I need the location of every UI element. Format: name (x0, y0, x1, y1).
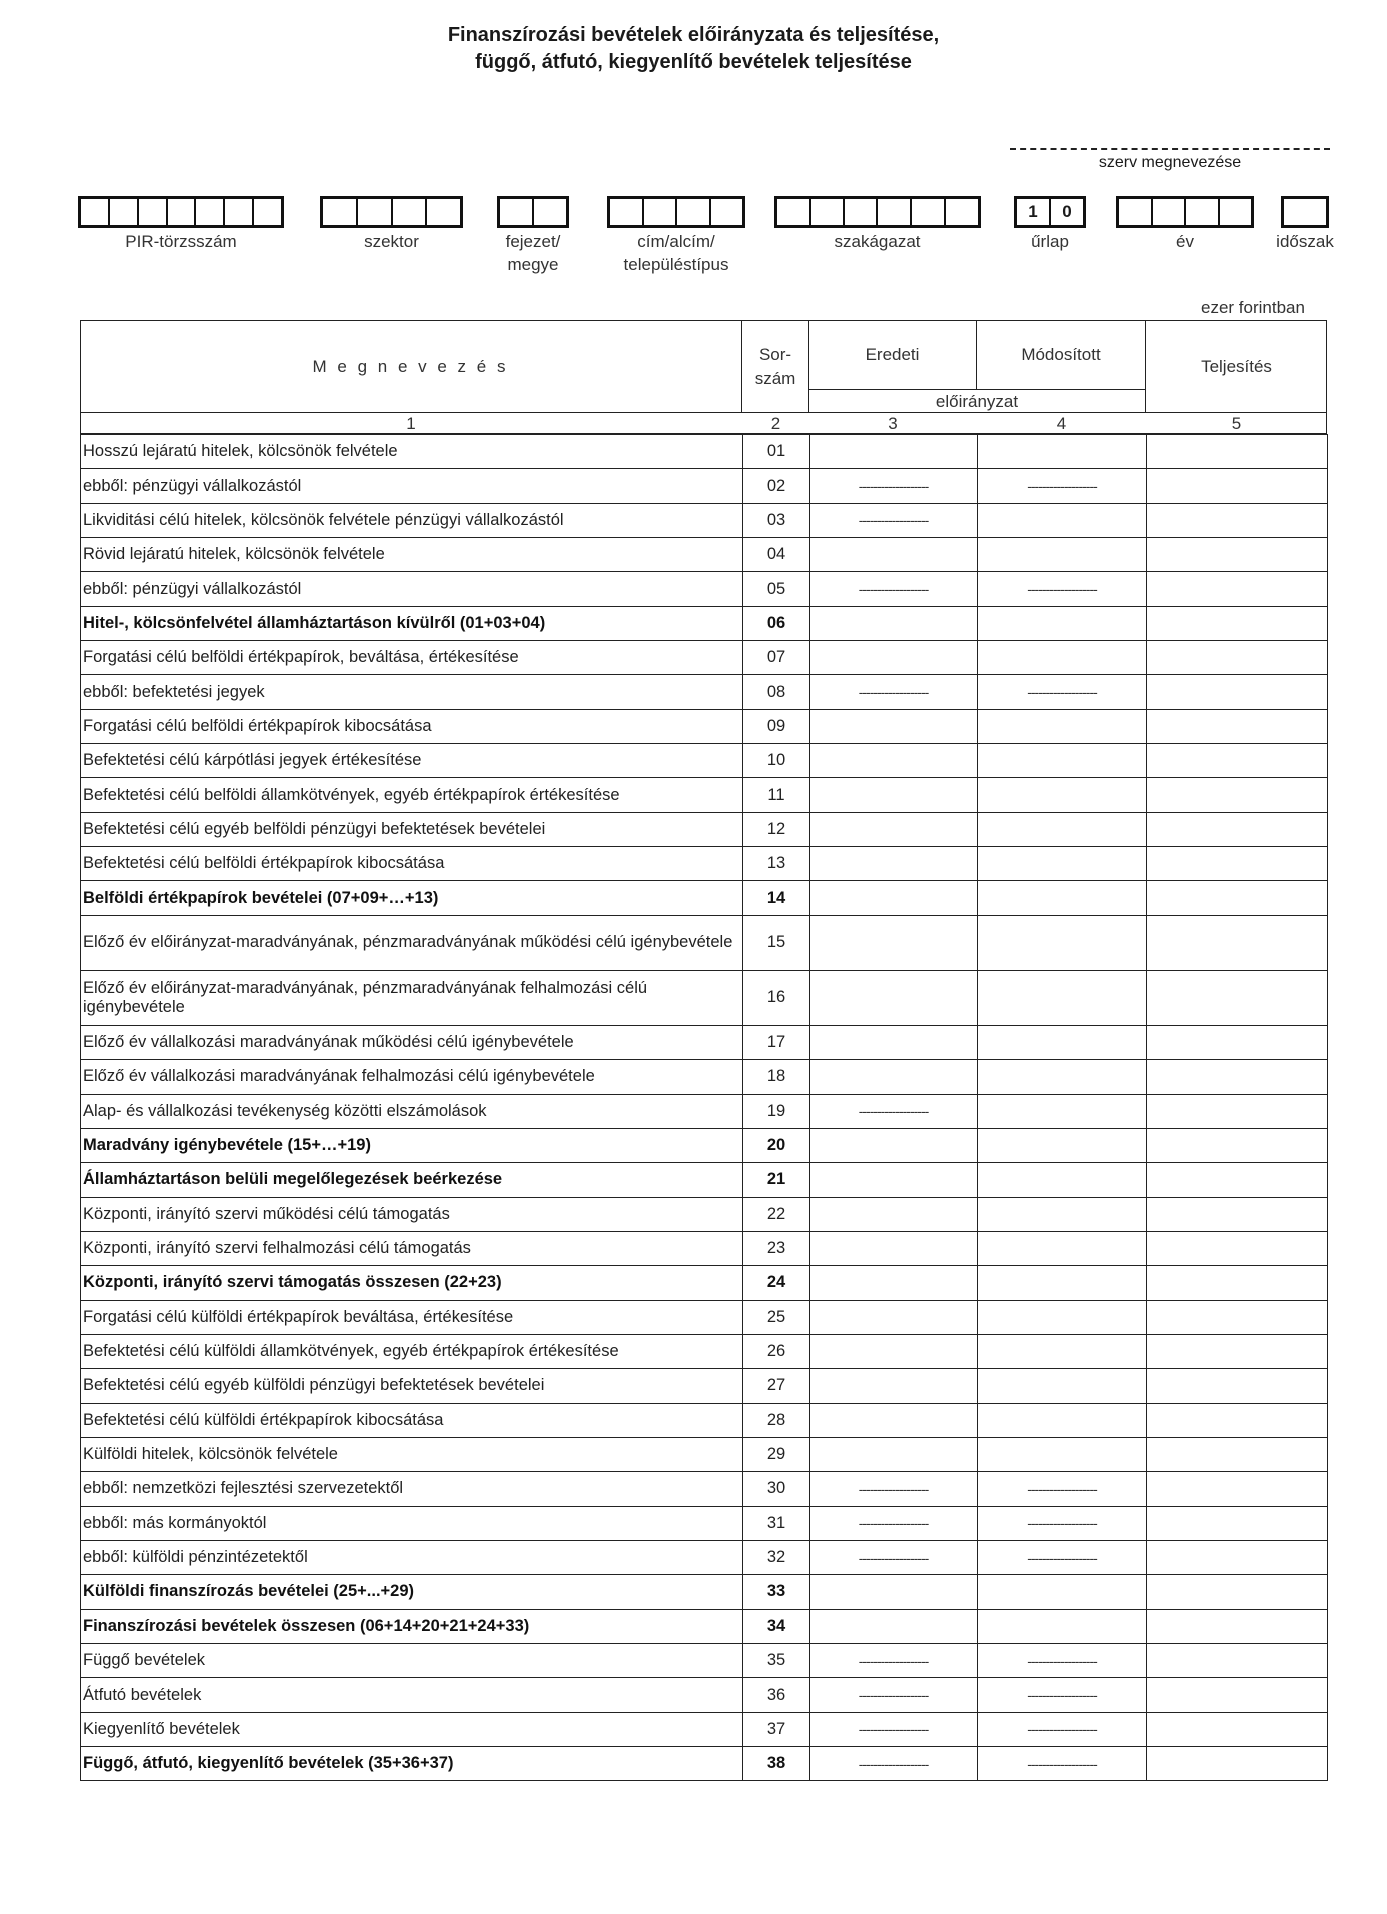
row-number: 01 (743, 435, 810, 469)
title-label-line2: településtípus (623, 255, 729, 274)
table-row (81, 572, 1328, 606)
completion-cell[interactable] (1147, 572, 1328, 606)
row-number: 25 (743, 1300, 810, 1334)
col-number-1: 1 (406, 413, 416, 433)
row-label: Átfutó bevételek (81, 1678, 743, 1712)
form-number-boxes (1014, 196, 1086, 228)
row-number: 14 (743, 881, 810, 915)
completion-cell[interactable] (1147, 435, 1328, 469)
sector-label: szektor (364, 232, 419, 251)
branch-label: szakágazat (834, 232, 921, 251)
completion-cell[interactable] (1147, 709, 1328, 743)
row-number: 18 (743, 1060, 810, 1094)
row-number: 36 (743, 1678, 810, 1712)
row-label: Befektetési célú külföldi értékpapírok kibocsátása (81, 1403, 743, 1437)
modified-budget-cell[interactable] (978, 1437, 1147, 1471)
original-budget-cell[interactable] (810, 1403, 978, 1437)
modified-budget-cell[interactable] (978, 1266, 1147, 1300)
row-number: 37 (743, 1712, 810, 1746)
original-budget-cell[interactable] (810, 709, 978, 743)
row-label: Államháztartáson belüli megelőlegezések beérkezése (81, 1163, 743, 1197)
chapter-label-line1: fejezet/ (505, 232, 561, 251)
title-label (597, 230, 755, 276)
row-number: 24 (743, 1266, 810, 1300)
row-number: 08 (743, 675, 810, 709)
modified-budget-disabled: ------------------- (978, 572, 1147, 606)
row-label: ebből: nemzetközi fejlesztési szervezetektől (81, 1472, 743, 1506)
modified-budget-cell[interactable] (978, 709, 1147, 743)
title-boxes[interactable] (607, 196, 745, 228)
original-budget-cell[interactable] (810, 641, 978, 675)
table-row (81, 778, 1328, 812)
sector-boxes[interactable] (320, 196, 463, 228)
original-budget-cell[interactable] (810, 778, 978, 812)
original-budget-disabled: ------------------- (810, 1472, 978, 1506)
completion-cell[interactable] (1147, 1747, 1328, 1781)
modified-budget-cell[interactable] (978, 778, 1147, 812)
modified-budget-cell[interactable] (978, 1197, 1147, 1231)
branch-boxes[interactable] (774, 196, 981, 228)
modified-budget-cell[interactable] (978, 915, 1147, 970)
completion-cell[interactable] (1147, 1369, 1328, 1403)
modified-budget-cell[interactable] (978, 1369, 1147, 1403)
row-label: Forgatási célú belföldi értékpapírok kibocsátása (81, 709, 743, 743)
completion-cell[interactable] (1147, 1025, 1328, 1059)
table-row (81, 1678, 1328, 1712)
completion-cell[interactable] (1147, 641, 1328, 675)
completion-cell[interactable] (1147, 675, 1328, 709)
modified-budget-cell[interactable] (978, 1300, 1147, 1334)
chapter-label (482, 230, 584, 276)
modified-budget-cell[interactable] (978, 881, 1147, 915)
row-number: 09 (743, 709, 810, 743)
modified-budget-cell[interactable] (978, 1231, 1147, 1265)
row-number: 07 (743, 641, 810, 675)
original-budget-cell[interactable] (810, 1128, 978, 1162)
original-budget-disabled: ------------------- (810, 1094, 978, 1128)
row-label: Központi, irányító szervi működési célú támogatás (81, 1197, 743, 1231)
modified-budget-cell[interactable] (978, 1025, 1147, 1059)
box-cell[interactable] (196, 199, 225, 225)
header-serial (742, 320, 809, 413)
table-row (81, 1644, 1328, 1678)
completion-cell[interactable] (1147, 1403, 1328, 1437)
year-boxes[interactable] (1116, 196, 1254, 228)
form-title (0, 22, 1387, 76)
modified-budget-cell[interactable] (978, 1609, 1147, 1643)
completion-cell[interactable] (1147, 1437, 1328, 1471)
row-label: Függő, átfutó, kiegyenlítő bevételek (35+36+37) (81, 1747, 743, 1781)
original-budget-cell[interactable] (810, 847, 978, 881)
original-budget-disabled: ------------------- (810, 1747, 978, 1781)
modified-budget-cell[interactable] (978, 1128, 1147, 1162)
modified-budget-cell[interactable] (978, 970, 1147, 1025)
original-budget-cell[interactable] (810, 1060, 978, 1094)
table-row (81, 709, 1328, 743)
row-number: 27 (743, 1369, 810, 1403)
original-budget-disabled: ------------------- (810, 572, 978, 606)
box-cell[interactable] (677, 199, 711, 225)
header-original: Eredeti (809, 320, 977, 390)
organization-name-label: szerv megnevezése (1098, 154, 1242, 171)
modified-budget-disabled: ------------------- (978, 1506, 1147, 1540)
row-label: Alap- és vállalkozási tevékenység közötti elszámolások (81, 1094, 743, 1128)
row-label: Befektetési célú belföldi értékpapírok kibocsátása (81, 847, 743, 881)
header-name: M e g n e v e z é s (80, 320, 742, 413)
original-budget-disabled: ------------------- (810, 469, 978, 503)
table-row (81, 1231, 1328, 1265)
row-label: Függő bevételek (81, 1644, 743, 1678)
original-budget-disabled: ------------------- (810, 1506, 978, 1540)
table-row (81, 915, 1328, 970)
row-number: 20 (743, 1128, 810, 1162)
completion-cell[interactable] (1147, 503, 1328, 537)
table-row (81, 744, 1328, 778)
row-number: 19 (743, 1094, 810, 1128)
unit-label: ezer forintban (1201, 298, 1305, 317)
table-row (81, 1300, 1328, 1334)
box-cell[interactable] (81, 199, 110, 225)
original-budget-cell[interactable] (810, 812, 978, 846)
original-budget-disabled: ------------------- (810, 1644, 978, 1678)
box-cell[interactable] (811, 199, 845, 225)
row-number: 35 (743, 1644, 810, 1678)
completion-cell[interactable] (1147, 812, 1328, 846)
header-serial-line2: szám (754, 368, 796, 388)
original-budget-cell[interactable] (810, 1197, 978, 1231)
form-digit-1: 1 (1017, 199, 1051, 225)
row-label: Forgatási célú belföldi értékpapírok, beváltása, értékesítése (81, 641, 743, 675)
modified-budget-cell[interactable] (978, 812, 1147, 846)
table-row (81, 1369, 1328, 1403)
period-box[interactable] (1281, 196, 1329, 228)
organization-name-line (1010, 148, 1330, 150)
box-cell[interactable] (845, 199, 879, 225)
row-label: Befektetési célú belföldi államkötvények, egyéb értékpapírok értékesítése (81, 778, 743, 812)
original-budget-cell[interactable] (810, 1437, 978, 1471)
original-budget-cell[interactable] (810, 915, 978, 970)
box-cell[interactable] (912, 199, 946, 225)
col-number-4: 4 (1056, 413, 1067, 433)
row-label: Előző év vállalkozási maradványának felhalmozási célú igénybevétele (81, 1060, 743, 1094)
completion-cell[interactable] (1147, 1266, 1328, 1300)
completion-cell[interactable] (1147, 1712, 1328, 1746)
row-number: 12 (743, 812, 810, 846)
row-label: Előző év előirányzat-maradványának, pénzmaradványának működési célú igénybevétele (81, 915, 743, 970)
box-cell[interactable] (711, 199, 743, 225)
row-label: ebből: külföldi pénzintézetektől (81, 1540, 743, 1574)
row-number: 33 (743, 1575, 810, 1609)
form-title-line2: függő, átfutó, kiegyenlítő bevételek teljesítése (475, 51, 912, 73)
table-row (81, 1128, 1328, 1162)
modified-budget-cell[interactable] (978, 606, 1147, 640)
original-budget-cell[interactable] (810, 606, 978, 640)
row-number: 16 (743, 970, 810, 1025)
original-budget-cell[interactable] (810, 881, 978, 915)
completion-cell[interactable] (1147, 915, 1328, 970)
row-number: 06 (743, 606, 810, 640)
completion-cell[interactable] (1147, 744, 1328, 778)
box-cell[interactable] (323, 199, 358, 225)
modified-budget-disabled: ------------------- (978, 1644, 1147, 1678)
modified-budget-cell[interactable] (978, 744, 1147, 778)
table-row (81, 970, 1328, 1025)
period-label: időszak (1276, 232, 1334, 251)
row-label: Befektetési célú egyéb külföldi pénzügyi befektetések bevételei (81, 1369, 743, 1403)
modified-budget-disabled: ------------------- (978, 675, 1147, 709)
row-label: Előző év előirányzat-maradványának, pénzmaradványának felhalmozási célú igénybevétele (81, 970, 743, 1025)
table-row (81, 1506, 1328, 1540)
box-cell[interactable] (168, 199, 197, 225)
completion-cell[interactable] (1147, 847, 1328, 881)
table-row (81, 881, 1328, 915)
col-number-2: 2 (770, 413, 781, 433)
row-number: 31 (743, 1506, 810, 1540)
completion-cell[interactable] (1147, 881, 1328, 915)
row-number: 02 (743, 469, 810, 503)
row-label: Befektetési célú külföldi államkötvények, egyéb értékpapírok értékesítése (81, 1334, 743, 1368)
row-number: 11 (743, 778, 810, 812)
completion-cell[interactable] (1147, 1678, 1328, 1712)
completion-cell[interactable] (1147, 970, 1328, 1025)
row-number: 10 (743, 744, 810, 778)
form-digit-2: 0 (1062, 202, 1072, 221)
original-budget-cell[interactable] (810, 1575, 978, 1609)
original-budget-disabled: ------------------- (810, 675, 978, 709)
row-number: 38 (743, 1747, 810, 1781)
row-label: Előző év vállalkozási maradványának működési célú igénybevétele (81, 1025, 743, 1059)
row-number: 32 (743, 1540, 810, 1574)
box-cell[interactable] (1284, 199, 1326, 225)
modified-budget-cell[interactable] (978, 847, 1147, 881)
original-budget-cell[interactable] (810, 1334, 978, 1368)
row-number: 28 (743, 1403, 810, 1437)
box-cell[interactable] (534, 199, 566, 225)
completion-cell[interactable] (1147, 606, 1328, 640)
modified-budget-cell[interactable] (978, 1575, 1147, 1609)
table-row (81, 435, 1328, 469)
row-number: 03 (743, 503, 810, 537)
table-row (81, 675, 1328, 709)
modified-budget-cell[interactable] (978, 641, 1147, 675)
header-completion: Teljesítés (1201, 356, 1272, 376)
row-number: 04 (743, 538, 810, 572)
header-modified: Módosított (977, 320, 1146, 390)
box-cell[interactable] (358, 199, 393, 225)
original-budget-disabled: ------------------- (810, 1712, 978, 1746)
table-row (81, 1197, 1328, 1231)
row-label: Központi, irányító szervi felhalmozási célú támogatás (81, 1231, 743, 1265)
row-number: 13 (743, 847, 810, 881)
modified-budget-disabled: ------------------- (978, 1712, 1147, 1746)
box-cell[interactable] (946, 199, 978, 225)
table-row (81, 1094, 1328, 1128)
data-table (80, 434, 1328, 1781)
row-label: Külföldi finanszírozás bevételei (25+...+29) (81, 1575, 743, 1609)
row-number: 17 (743, 1025, 810, 1059)
row-number: 22 (743, 1197, 810, 1231)
table-row (81, 1712, 1328, 1746)
completion-cell[interactable] (1147, 1644, 1328, 1678)
box-cell[interactable] (777, 199, 811, 225)
original-budget-cell[interactable] (810, 1300, 978, 1334)
row-label: Hitel-, kölcsönfelvétel államháztartáson kívülről (01+03+04) (81, 606, 743, 640)
row-label: ebből: pénzügyi vállalkozástól (81, 469, 743, 503)
row-label: Maradvány igénybevétele (15+…+19) (81, 1128, 743, 1162)
original-budget-cell[interactable] (810, 435, 978, 469)
box-cell[interactable] (1119, 199, 1153, 225)
row-number: 34 (743, 1609, 810, 1643)
box-cell[interactable] (393, 199, 428, 225)
completion-cell[interactable] (1147, 1197, 1328, 1231)
row-label: Hosszú lejáratú hitelek, kölcsönök felvétele (81, 435, 743, 469)
completion-cell[interactable] (1147, 1334, 1328, 1368)
table-row (81, 812, 1328, 846)
table-row (81, 1609, 1328, 1643)
row-number: 26 (743, 1334, 810, 1368)
year-label: év (1176, 232, 1194, 251)
modified-budget-cell[interactable] (978, 503, 1147, 537)
completion-cell[interactable] (1147, 1231, 1328, 1265)
box-cell[interactable] (644, 199, 678, 225)
original-budget-cell[interactable] (810, 1266, 978, 1300)
completion-cell[interactable] (1147, 1128, 1328, 1162)
original-budget-cell[interactable] (810, 1163, 978, 1197)
row-label: Rövid lejáratú hitelek, kölcsönök felvétele (81, 538, 743, 572)
table-row (81, 1403, 1328, 1437)
row-label: Finanszírozási bevételek összesen (06+14+20+21+24+33) (81, 1609, 743, 1643)
pir-label: PIR-törzsszám (125, 232, 237, 251)
table-row (81, 1575, 1328, 1609)
form-label: űrlap (1031, 232, 1069, 251)
table-row (81, 469, 1328, 503)
row-label: Központi, irányító szervi támogatás összesen (22+23) (81, 1266, 743, 1300)
box-cell[interactable] (1153, 199, 1187, 225)
modified-budget-cell[interactable] (978, 1060, 1147, 1094)
row-number: 23 (743, 1231, 810, 1265)
table-row (81, 1540, 1328, 1574)
row-label: Likviditási célú hitelek, kölcsönök felvétele pénzügyi vállalkozástól (81, 503, 743, 537)
box-cell[interactable] (1220, 199, 1252, 225)
table-row (81, 606, 1328, 640)
row-number: 05 (743, 572, 810, 606)
completion-cell[interactable] (1147, 1540, 1328, 1574)
completion-cell[interactable] (1147, 1060, 1328, 1094)
completion-cell[interactable] (1147, 1094, 1328, 1128)
row-number: 30 (743, 1472, 810, 1506)
box-cell[interactable] (427, 199, 460, 225)
table-row (81, 1025, 1328, 1059)
col-number-3: 3 (888, 413, 898, 433)
modified-budget-cell[interactable] (978, 1163, 1147, 1197)
original-budget-cell[interactable] (810, 1369, 978, 1403)
table-row (81, 1163, 1328, 1197)
table-row (81, 1334, 1328, 1368)
modified-budget-disabled: ------------------- (978, 469, 1147, 503)
table-row (81, 641, 1328, 675)
box-cell[interactable] (878, 199, 912, 225)
box-cell[interactable] (139, 199, 168, 225)
completion-cell[interactable] (1147, 1609, 1328, 1643)
organization-name-field[interactable] (1010, 148, 1330, 172)
box-cell[interactable] (225, 199, 254, 225)
modified-budget-cell[interactable] (978, 538, 1147, 572)
box-cell[interactable] (610, 199, 644, 225)
completion-cell[interactable] (1147, 469, 1328, 503)
original-budget-cell[interactable] (810, 1609, 978, 1643)
row-label: Befektetési célú egyéb belföldi pénzügyi befektetések bevételei (81, 812, 743, 846)
col-number-5: 5 (1231, 413, 1242, 433)
chapter-boxes[interactable] (497, 196, 569, 228)
original-budget-disabled: ------------------- (810, 503, 978, 537)
original-budget-cell[interactable] (810, 1231, 978, 1265)
table-row (81, 1437, 1328, 1471)
completion-cell[interactable] (1147, 1300, 1328, 1334)
completion-cell[interactable] (1147, 538, 1328, 572)
row-number: 21 (743, 1163, 810, 1197)
table-row (81, 503, 1328, 537)
modified-budget-disabled: ------------------- (978, 1747, 1147, 1781)
completion-cell[interactable] (1147, 1472, 1328, 1506)
row-label: ebből: más kormányoktól (81, 1506, 743, 1540)
table-row (81, 1747, 1328, 1781)
box-cell[interactable] (254, 199, 281, 225)
original-budget-cell[interactable] (810, 970, 978, 1025)
row-number: 15 (743, 915, 810, 970)
table-row (81, 1266, 1328, 1300)
original-budget-cell[interactable] (810, 538, 978, 572)
box-cell[interactable] (1186, 199, 1220, 225)
modified-budget-disabled: ------------------- (978, 1678, 1147, 1712)
header-budget: előirányzat (809, 390, 1146, 413)
original-budget-disabled: ------------------- (810, 1540, 978, 1574)
title-label-line1: cím/alcím/ (637, 232, 715, 251)
box-cell[interactable] (110, 199, 139, 225)
original-budget-cell[interactable] (810, 1025, 978, 1059)
modified-budget-cell[interactable] (978, 1403, 1147, 1437)
row-label: Kiegyenlítő bevételek (81, 1712, 743, 1746)
pir-number-boxes[interactable] (78, 196, 284, 228)
table-row (81, 1472, 1328, 1506)
original-budget-cell[interactable] (810, 744, 978, 778)
modified-budget-cell[interactable] (978, 435, 1147, 469)
row-label: Külföldi hitelek, kölcsönök felvétele (81, 1437, 743, 1471)
row-label: ebből: befektetési jegyek (81, 675, 743, 709)
chapter-label-line2: megye (507, 255, 559, 274)
table-row (81, 847, 1328, 881)
row-label: ebből: pénzügyi vállalkozástól (81, 572, 743, 606)
header-serial-line1: Sor- (758, 344, 792, 364)
table-row (81, 538, 1328, 572)
completion-cell[interactable] (1147, 778, 1328, 812)
completion-cell[interactable] (1147, 1163, 1328, 1197)
modified-budget-cell[interactable] (978, 1094, 1147, 1128)
original-budget-disabled: ------------------- (810, 1678, 978, 1712)
row-label: Befektetési célú kárpótlási jegyek értékesítése (81, 744, 743, 778)
row-label: Belföldi értékpapírok bevételei (07+09+…+13) (81, 881, 743, 915)
modified-budget-cell[interactable] (978, 1334, 1147, 1368)
modified-budget-disabled: ------------------- (978, 1540, 1147, 1574)
completion-cell[interactable] (1147, 1575, 1328, 1609)
modified-budget-disabled: ------------------- (978, 1472, 1147, 1506)
box-cell[interactable] (500, 199, 534, 225)
completion-cell[interactable] (1147, 1506, 1328, 1540)
row-number: 29 (743, 1437, 810, 1471)
row-label: Forgatási célú külföldi értékpapírok beváltása, értékesítése (81, 1300, 743, 1334)
form-title-line1: Finanszírozási bevételek előirányzata és teljesítése, (447, 24, 940, 46)
table-row (81, 1060, 1328, 1094)
